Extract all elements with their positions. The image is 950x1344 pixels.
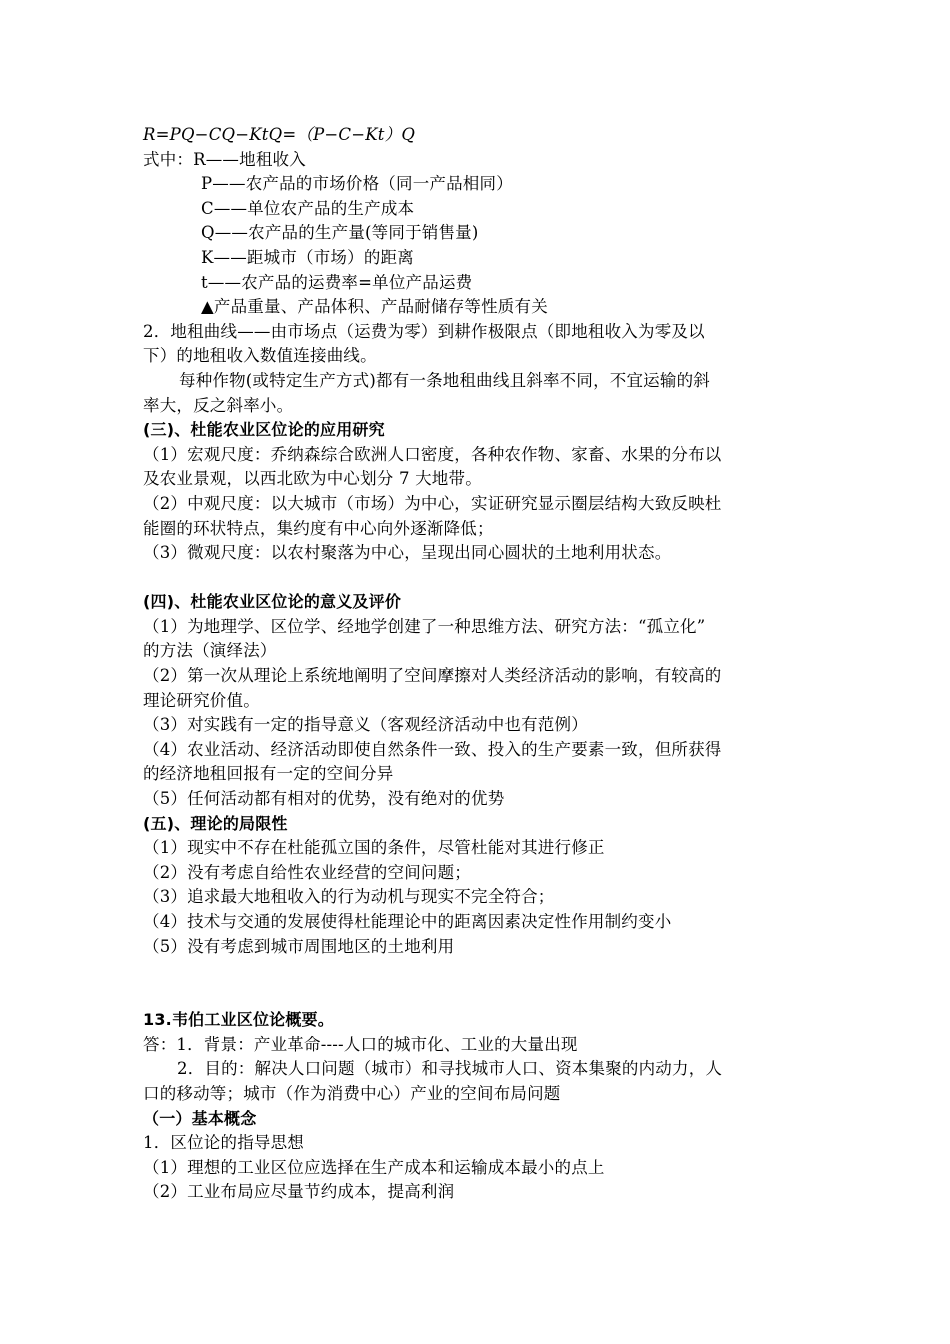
section4-title: (四)、杜能农业区位论的意义及评价 — [143, 592, 402, 612]
formula-legend-p: P——农产品的市场价格（同一产品相同） — [201, 174, 513, 194]
section3-line: （1）宏观尺度：乔纳森综合欧洲人口密度，各种农作物、家畜、水果的分布以 — [143, 444, 722, 464]
guiding-idea-item: （2）工业布局应尽量节约成本，提高利润 — [143, 1182, 455, 1202]
formula-legend-k: K——距城市（市场）的距离 — [201, 247, 414, 267]
spacer — [143, 959, 813, 1008]
answer-purpose-cont: 口的移动等；城市（作为消费中心）产业的空间布局问题 — [143, 1083, 561, 1103]
section5-line: （5）没有考虑到城市周围地区的土地利用 — [143, 936, 455, 956]
section3-line: （3）微观尺度：以农村聚落为中心，呈现出同心圆状的土地利用状态。 — [143, 543, 672, 563]
question-13-title: 13.韦伯工业区位论概要。 — [143, 1010, 334, 1030]
formula-legend-note: ▲产品重量、产品体积、产品耐储存等性质有关 — [201, 297, 548, 317]
rent-curve-line: 下）的地租收入数值连接曲线。 — [143, 346, 377, 366]
answer-purpose: 2．目的：解决人口问题（城市）和寻找城市人口、资本集聚的内动力，人 — [177, 1059, 723, 1079]
section4-line: 的经济地租回报有一定的空间分异 — [143, 764, 394, 784]
section4-line: （1）为地理学、区位学、经地学创建了一种思维方法、研究方法：“孤立化” — [143, 616, 706, 636]
section5-line: （2）没有考虑自给性农业经营的空间问题； — [143, 862, 471, 882]
formula-legend-c: C——单位农产品的生产成本 — [201, 198, 415, 218]
document-page — [143, 123, 813, 1205]
section5-line: （4）技术与交通的发展使得杜能理论中的距离因素决定性作用制约变小 — [143, 912, 672, 931]
section3-line: （2）中观尺度：以大城市（市场）为中心，实证研究显示圈层结构大致反映杜 — [143, 493, 722, 513]
section5-line: （1）现实中不存在杜能孤立国的条件，尽管杜能对其进行修正 — [143, 838, 605, 858]
section4-line: （3）对实践有一定的指导意义（客观经济活动中也有范例） — [143, 715, 588, 735]
section4-line: 理论研究价值。 — [143, 690, 260, 710]
section4-line: （2）第一次从理论上系统地阐明了空间摩擦对人类经济活动的影响，有较高的 — [143, 666, 722, 686]
answer-background: 答：1．背景：产业革命----人口的城市化、工业的大量出现 — [143, 1034, 578, 1054]
guiding-idea: 1．区位论的指导思想 — [143, 1133, 304, 1153]
rent-curve-line: 2．地租曲线——由市场点（运费为零）到耕作极限点（即地租收入为零及以 — [143, 321, 705, 341]
formula-legend-t: t——农产品的运费率=单位产品运费 — [201, 272, 473, 292]
guiding-idea-item: （1）理想的工业区位应选择在生产成本和运输成本最小的点上 — [143, 1157, 605, 1177]
formula-legend-q: Q——农产品的生产量(等同于销售量) — [201, 223, 479, 243]
section4-line: （4）农业活动、经济活动即使自然条件一致、投入的生产要素一致，但所获得 — [143, 739, 722, 759]
formula-legend-intro: 式中：R——地租收入 — [143, 149, 306, 169]
section3-line: 能圈的环状特点，集约度有中心向外逐渐降低； — [143, 518, 494, 538]
section3-title: (三)、杜能农业区位论的应用研究 — [143, 420, 385, 440]
rent-curve-line: 率大，反之斜率小。 — [143, 395, 294, 415]
section4-line: （5）任何活动都有相对的优势，没有绝对的优势 — [143, 789, 505, 809]
section4-line: 的方法（演绎法） — [143, 641, 277, 661]
section5-title: (五)、理论的局限性 — [143, 813, 288, 833]
rent-curve-line: 每种作物(或特定生产方式)都有一条地租曲线且斜率不同，不宜运输的斜 — [179, 370, 710, 390]
spacer — [143, 566, 813, 591]
section5-line: （3）追求最大地租收入的行为动机与现实不完全符合； — [143, 887, 555, 907]
basic-concepts-title: （一）基本概念 — [143, 1108, 257, 1128]
rent-formula: R=PQ−CQ−KtQ=（P−C−Kt）Q — [143, 125, 416, 144]
section3-line: 及农业景观，以西北欧为中心划分 7 大地带。 — [143, 469, 482, 489]
